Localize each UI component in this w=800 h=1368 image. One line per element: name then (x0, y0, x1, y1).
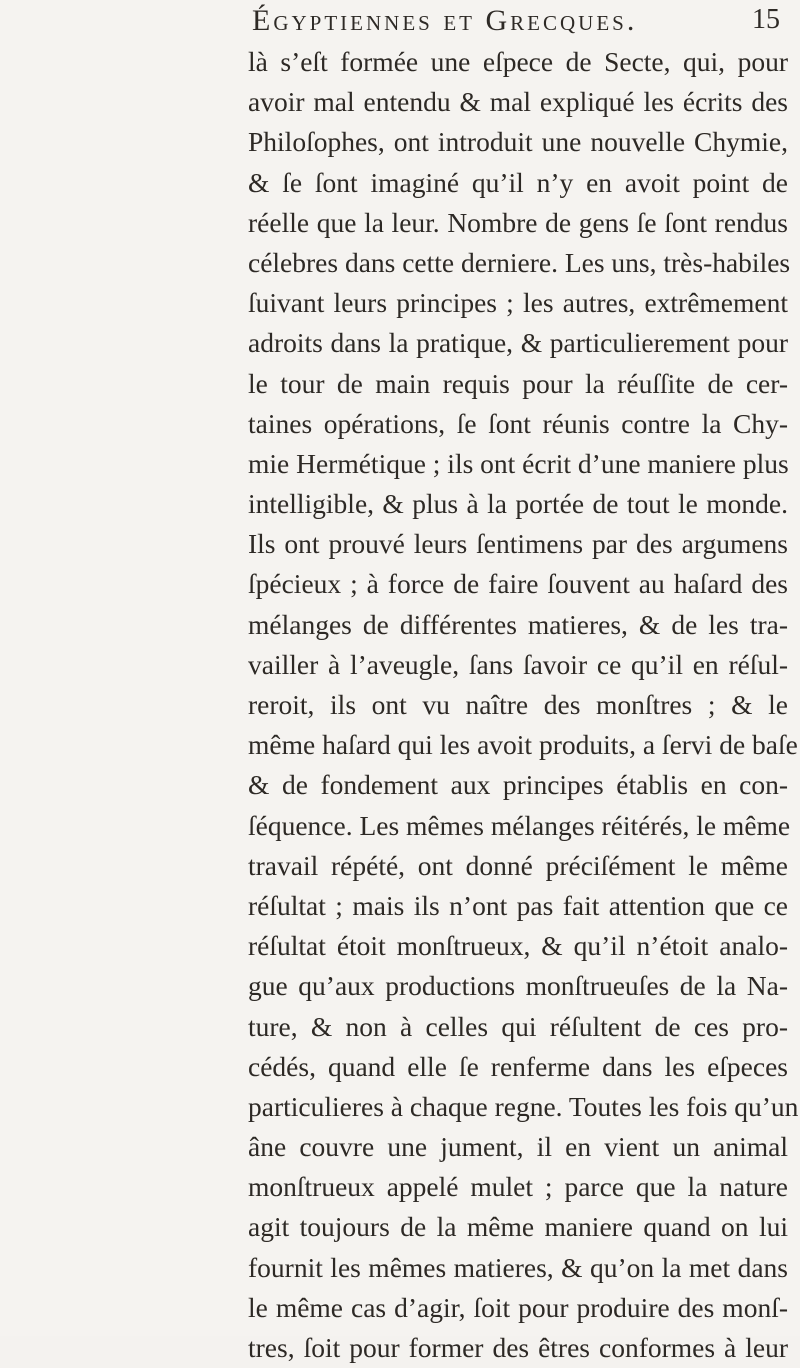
text-line: mélanges de différentes matieres, & de les tra- (248, 608, 788, 640)
text-line: fournit les mêmes matieres, & qu’on la met dans (248, 1251, 788, 1283)
text-line: là s’eſt formée une eſpece de Secte, qui, pour (248, 46, 788, 77)
text-line: Ils ont prouvé leurs ſentimens par des argumens (248, 528, 788, 560)
text-line: & de fondement aux principes établis en con- (248, 769, 788, 801)
text-line: réelle que la leur. Nombre de gens ſe ſont rendus (248, 206, 788, 238)
text-line: travail répété, ont donné préciſément le même (248, 849, 788, 881)
text-line: le même cas d’agir, ſoit pour produire des monſ- (248, 1291, 788, 1323)
text-line: âne couvre une jument, il en vient un animal (248, 1131, 788, 1163)
text-line: gue qu’aux productions monſtrueuſes de la Na- (248, 970, 788, 1002)
text-line: vailler à l’aveugle, ſans ſavoir ce qu’il en réſul- (248, 648, 788, 680)
text-line: reroit, ils ont vu naître des monſtres ; & le (248, 689, 788, 720)
text-line: intelligible, & plus à la portée de tout le monde. (248, 488, 788, 520)
page-number: 15 (752, 4, 780, 35)
text-line: avoir mal entendu & mal expliqué les écrits des (248, 86, 788, 118)
text-line: même haſard qui les avoit produits, a ſervi de baſe (248, 729, 798, 761)
body-text (248, 42, 799, 1368)
text-line: adroits dans la pratique, & particulierement pour (248, 327, 788, 359)
text-line: Philoſophes, ont introduit une nouvelle Chymie, (248, 126, 788, 158)
text-line: & ſe ſont imaginé qu’il n’y en avoit point de (248, 166, 788, 198)
text-line: monſtrueux appelé mulet ; parce que la nature (248, 1171, 788, 1203)
text-line: tres, ſoit pour former des êtres conformes à leur (248, 1332, 788, 1363)
text-line: ture, & non à celles qui réſultent de ces pro- (248, 1010, 788, 1042)
text-line: le tour de main requis pour la réuſſite de cer- (248, 367, 788, 399)
text-line: mie Hermétique ; ils ont écrit d’une maniere plus (248, 447, 789, 479)
running-head: Égyptiennes et Grecques. (252, 4, 638, 37)
text-line: réſultat ; mais ils n’ont pas fait attention que ce (248, 889, 788, 921)
text-line: agit toujours de la même maniere quand on lui (248, 1211, 788, 1243)
page-header (0, 4, 800, 44)
text-line: célebres dans cette derniere. Les uns, très-habiles (248, 246, 791, 278)
text-line: ſuivant leurs principes ; les autres, extrêmement (248, 287, 788, 319)
text-line: taines opérations, ſe ſont réunis contre la Chy- (248, 407, 788, 439)
text-line: cédés, quand elle ſe renferme dans les eſpeces (248, 1050, 788, 1082)
text-line: réſultat étoit monſtrueux, & qu’il n’étoit analo- (248, 930, 788, 962)
text-line: ſpécieux ; à force de faire ſouvent au haſard des (248, 568, 788, 600)
text-line: particulieres à chaque regne. Toutes les fois qu’un (248, 1090, 799, 1122)
text-line: ſéquence. Les mêmes mélanges réitérés, le même (248, 809, 791, 841)
